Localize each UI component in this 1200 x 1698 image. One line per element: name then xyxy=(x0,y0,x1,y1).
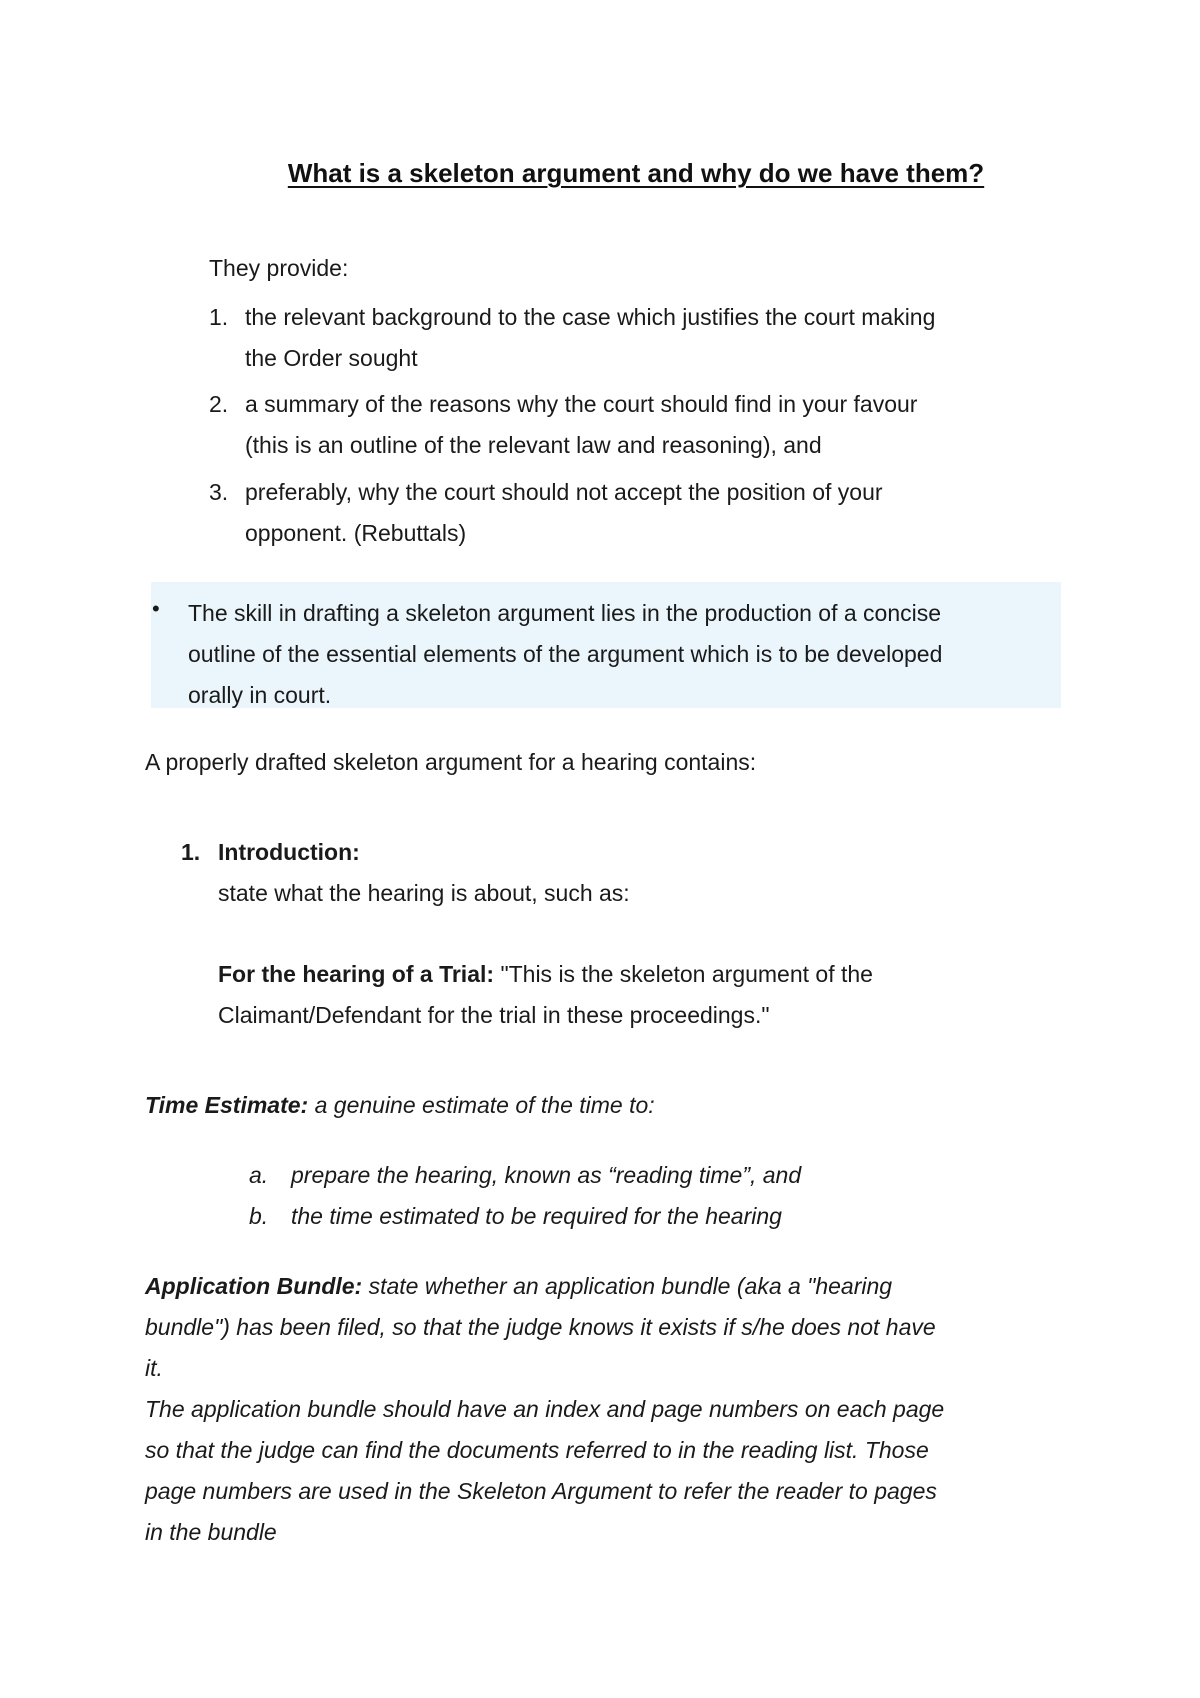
trial-paragraph-line-2: Claimant/Defendant for the trial in these proceedings." xyxy=(218,1002,770,1028)
provide-item-3-number: 3. xyxy=(209,479,229,505)
provide-item-2-number: 2. xyxy=(209,391,229,417)
time-estimate-line xyxy=(145,1085,655,1126)
application-bundle-line-5: so that the judge can find the documents referred to in the reading list. Those xyxy=(145,1437,929,1463)
application-bundle-line-1 xyxy=(145,1266,892,1307)
introduction-text: state what the hearing is about, such as: xyxy=(218,880,630,906)
contains-intro-text: A properly drafted skeleton argument for a hearing contains: xyxy=(145,749,757,775)
application-bundle-text-1: state whether an application bundle (aka a "hearing xyxy=(368,1273,893,1299)
application-bundle-line-6: page numbers are used in the Skeleton Argument to refer the reader to pages xyxy=(145,1478,937,1504)
application-bundle-line-4: The application bundle should have an index and page numbers on each page xyxy=(145,1396,945,1422)
bullet-marker: • xyxy=(152,596,160,621)
application-bundle-line-7: in the bundle xyxy=(145,1519,277,1545)
highlight-line-2: outline of the essential elements of the argument which is to be developed xyxy=(188,641,943,667)
provide-item-1-line-2: the Order sought xyxy=(245,345,418,371)
time-estimate-item-b-text: the time estimated to be required for the hearing xyxy=(291,1203,782,1229)
highlight-line-3: orally in court. xyxy=(188,682,332,708)
intro-text: They provide: xyxy=(209,255,349,281)
application-bundle-line-3: it. xyxy=(145,1355,163,1381)
provide-item-2-line-2: (this is an outline of the relevant law and reasoning), and xyxy=(245,432,822,458)
introduction-heading: Introduction: xyxy=(218,839,360,865)
time-estimate-item-b-letter: b. xyxy=(249,1203,269,1229)
time-estimate-item-a-letter: a. xyxy=(249,1162,269,1188)
application-bundle-line-2: bundle") has been filed, so that the judge knows it exists if s/he does not have xyxy=(145,1314,936,1340)
highlight-line-1: The skill in drafting a skeleton argument lies in the production of a concise xyxy=(188,600,942,626)
application-bundle-label: Application Bundle: xyxy=(145,1273,363,1299)
trial-text-1: "This is the skeleton argument of the xyxy=(500,961,873,987)
trial-label: For the hearing of a Trial: xyxy=(218,961,495,987)
provide-item-1-number: 1. xyxy=(209,304,229,330)
page-title: What is a skeleton argument and why do we have them? xyxy=(287,158,985,188)
introduction-number: 1. xyxy=(181,839,201,865)
provide-item-1-line-1: the relevant background to the case which justifies the court making xyxy=(245,304,936,330)
trial-paragraph-line-1 xyxy=(218,954,873,995)
provide-item-2-line-1: a summary of the reasons why the court should find in your favour xyxy=(245,391,918,417)
time-estimate-label: Time Estimate: xyxy=(145,1092,309,1118)
provide-item-3-line-2: opponent. (Rebuttals) xyxy=(245,520,467,546)
time-estimate-item-a-text: prepare the hearing, known as “reading time”, and xyxy=(291,1162,802,1188)
provide-item-3-line-1: preferably, why the court should not accept the position of your xyxy=(245,479,883,505)
time-estimate-text: a genuine estimate of the time to: xyxy=(314,1092,655,1118)
